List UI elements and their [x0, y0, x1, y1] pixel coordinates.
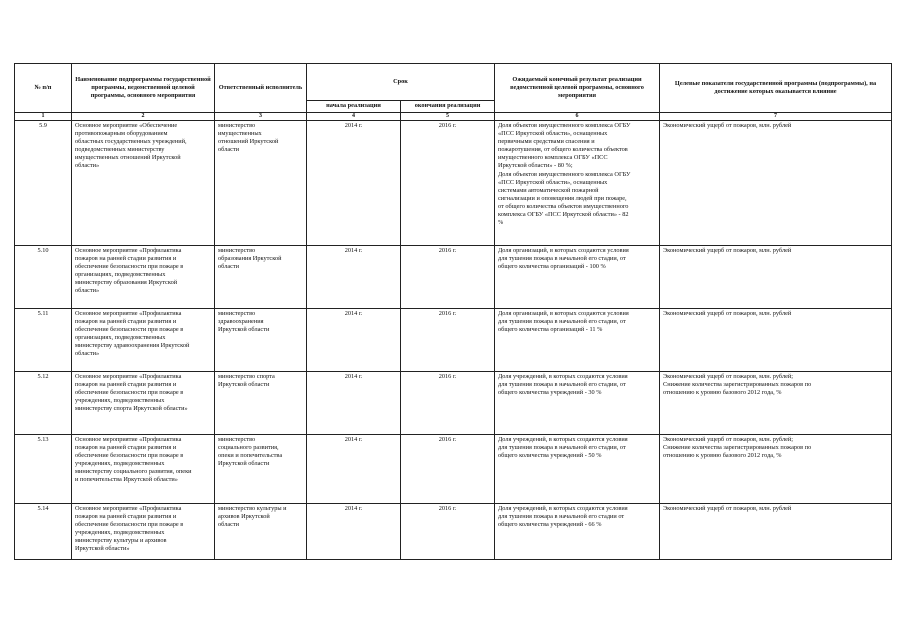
cell-targets [660, 246, 892, 309]
column-number: 7 [660, 113, 892, 121]
cell-name-line: Основное мероприятие «Профилактика [75, 436, 182, 443]
cell-responsible-line: министерство спорта [218, 373, 275, 380]
cell-name-line: министерству культуры и архивов [75, 537, 167, 545]
header-end: окончания реализации [401, 101, 495, 113]
cell-responsible-line: министерство [218, 247, 256, 254]
cell-responsible [215, 309, 307, 372]
cell-result-line: первичными средствами спасения и [498, 138, 595, 146]
cell-name-line: Основное мероприятие «Обеспечение [75, 122, 178, 129]
cell-start: 2014 г. [307, 309, 401, 372]
cell-result-line: Доля организаций, в которых создаются условия [498, 310, 629, 317]
table-row [15, 372, 892, 435]
cell-name-line: областных государственных учреждений, [75, 138, 187, 146]
cell-name-line: Основное мероприятие «Профилактика [75, 373, 182, 380]
column-number-row [15, 113, 892, 121]
cell-result [495, 372, 660, 435]
cell-start: 2014 г. [307, 504, 401, 560]
cell-result-line: общего количества организаций - 11 % [498, 326, 603, 334]
cell-name-line: пожаров на ранней стадии развития и [75, 318, 177, 326]
cell-targets [660, 435, 892, 504]
cell-start: 2014 г. [307, 435, 401, 504]
cell-name-line: области» [75, 162, 100, 170]
cell-number: 5.12 [15, 372, 72, 435]
cell-name-line: обеспечение безопасности при пожаре в [75, 263, 184, 271]
cell-start: 2014 г. [307, 372, 401, 435]
cell-responsible [215, 504, 307, 560]
cell-name-line: пожаров на ранней стадии развития и [75, 255, 177, 263]
cell-name-line: имущественных отношений Иркутской [75, 154, 181, 162]
cell-targets-line: Экономический ущерб от пожаров, млн. рублей; [663, 373, 794, 380]
cell-responsible-line: здравоохранения [218, 318, 264, 326]
cell-end: 2016 г. [401, 121, 495, 246]
cell-number: 5.13 [15, 435, 72, 504]
cell-name-line: области» [75, 287, 100, 295]
column-number: 4 [307, 113, 401, 121]
cell-targets [660, 372, 892, 435]
cell-result-line: Доля объектов имущественного комплекса ОГБУ [498, 122, 631, 129]
cell-result-line: «ПСС Иркутской области», оснащенных [498, 178, 608, 186]
cell-result-line: комплекса ОГБУ «ПСС Иркутской области» - 82 [498, 211, 629, 219]
cell-name-line: организациях, подведомственных [75, 334, 166, 342]
cell-name-line: подведомственных министерству [75, 146, 165, 154]
cell-name [72, 504, 215, 560]
cell-end: 2016 г. [401, 504, 495, 560]
cell-result-line: Иркутской области» - 80 %; [498, 162, 573, 170]
cell-name-line: обеспечение безопасности при пожаре в [75, 326, 184, 334]
cell-responsible-line: Иркутской области [218, 381, 270, 389]
cell-result-line: для тушения пожара в начальной его стадии, от [498, 381, 626, 389]
cell-responsible-line: министерство культуры и [218, 505, 287, 512]
cell-end: 2016 г. [401, 309, 495, 372]
cell-result-line: общего количества учреждений - 30 % [498, 389, 602, 397]
cell-responsible [215, 372, 307, 435]
cell-responsible-line: министерство [218, 436, 256, 443]
cell-responsible-line: Иркутской области [218, 460, 270, 468]
cell-name-line: Основное мероприятие «Профилактика [75, 247, 182, 254]
cell-targets-line: Экономический ущерб от пожаров, млн. рублей [663, 310, 792, 317]
cell-result-line: «ПСС Иркутской области», оснащенных [498, 130, 608, 138]
column-number: 5 [401, 113, 495, 121]
column-number: 2 [72, 113, 215, 121]
column-number: 1 [15, 113, 72, 121]
table-body [15, 121, 892, 560]
cell-name-line: противопожарным оборудованием [75, 130, 168, 138]
cell-result [495, 309, 660, 372]
cell-result-line: общего количества учреждений - 50 % [498, 452, 602, 460]
cell-name-line: Основное мероприятие «Профилактика [75, 505, 182, 512]
cell-responsible-line: Иркутской области [218, 326, 270, 334]
cell-name-line: пожаров на ранней стадии развития и [75, 513, 177, 521]
column-number: 6 [495, 113, 660, 121]
cell-targets-line: Экономический ущерб от пожаров, млн. рублей; [663, 436, 794, 443]
cell-name-line: учреждениях, подведомственных [75, 460, 165, 468]
cell-result-line: Доля учреждений, в которых создаются условия [498, 505, 628, 512]
cell-responsible [215, 435, 307, 504]
cell-result [495, 504, 660, 560]
table-row [15, 309, 892, 372]
cell-result [495, 246, 660, 309]
cell-result-line: для тушения пожара в начальной его стадии, от [498, 255, 626, 263]
cell-targets [660, 121, 892, 246]
program-table [14, 63, 892, 560]
cell-result-line: Доля учреждений, в которых создаются условия [498, 436, 628, 443]
cell-targets-line: Снижение количества зарегистрированных пожаров по [663, 444, 812, 452]
cell-name [72, 435, 215, 504]
cell-responsible-line: области [218, 146, 240, 154]
header-result: Ожидаемый конечный результат реализации ведомственной целевой программы, основного мероприятия [495, 64, 660, 113]
cell-start: 2014 г. [307, 121, 401, 246]
cell-responsible-line: социального развития, [218, 444, 279, 452]
cell-result-line: системами автоматической пожарной [498, 186, 599, 194]
cell-responsible-line: министерство [218, 310, 256, 317]
cell-responsible-line: образования Иркутской [218, 255, 282, 263]
cell-responsible [215, 246, 307, 309]
header-start: начала реализации [307, 101, 401, 113]
cell-name-line: Основное мероприятие «Профилактика [75, 310, 182, 317]
cell-name [72, 246, 215, 309]
cell-name [72, 121, 215, 246]
header-name: Наименование подпрограммы государственной программы, ведомственной целевой программы, основного мероприятия [72, 64, 215, 113]
table-row [15, 435, 892, 504]
cell-name-line: Иркутской области» [75, 545, 130, 553]
cell-result-line: сигнализации и оповещения людей при пожаре, [498, 194, 627, 202]
cell-responsible-line: опеки и попечительства [218, 452, 283, 460]
cell-responsible-line: министерство [218, 122, 256, 129]
cell-targets-line: Экономический ущерб от пожаров, млн. рублей [663, 247, 792, 254]
cell-result-line: Доля организаций, в которых создаются условия [498, 247, 629, 254]
cell-targets [660, 504, 892, 560]
cell-number: 5.11 [15, 309, 72, 372]
cell-result-line: для тушения пожара в начальной его стадии от [498, 513, 625, 521]
cell-name-line: пожаров на ранней стадии развития и [75, 444, 177, 452]
cell-result-line: от общего количества объектов имущественного [498, 202, 629, 210]
cell-targets-line: Экономический ущерб от пожаров, млн. рублей [663, 505, 792, 512]
column-number: 3 [215, 113, 307, 121]
cell-name-line: области» [75, 350, 100, 358]
cell-name-line: министерству здравоохранения Иркутской [75, 342, 190, 350]
table-row [15, 121, 892, 246]
cell-start: 2014 г. [307, 246, 401, 309]
header-number: № п/п [15, 64, 72, 113]
cell-end: 2016 г. [401, 435, 495, 504]
cell-number: 5.9 [15, 121, 72, 246]
header-targets: Целевые показатели государственной программы (подпрограммы), на достижение которых оказывается влияние [660, 64, 892, 113]
cell-responsible-line: архивов Иркутской [218, 513, 270, 521]
cell-result-line: пожаротушения, от общего количества объектов [498, 146, 628, 154]
cell-result-line: имущественного комплекса ОГБУ «ПСС [498, 154, 608, 162]
cell-targets-line: отношению к уровню базового 2012 года, % [663, 389, 782, 397]
cell-end: 2016 г. [401, 246, 495, 309]
cell-result-line: Доля учреждений, в которых создаются условия [498, 373, 628, 380]
cell-result [495, 121, 660, 246]
table-row [15, 504, 892, 560]
cell-name [72, 372, 215, 435]
cell-targets-line: отношению к уровню базового 2012 года, % [663, 452, 782, 460]
cell-name-line: организациях, подведомственных [75, 271, 166, 279]
cell-name-line: обеспечение безопасности при пожаре в [75, 452, 184, 460]
cell-name-line: обеспечение безопасности при пожаре в [75, 389, 184, 397]
cell-number: 5.10 [15, 246, 72, 309]
cell-number: 5.14 [15, 504, 72, 560]
cell-name-line: и попечительства Иркутской области» [75, 476, 178, 484]
cell-result-line: общего количества организаций - 100 % [498, 263, 606, 271]
cell-result [495, 435, 660, 504]
cell-result-line: % [498, 219, 504, 227]
cell-name-line: министерству спорта Иркутской области» [75, 405, 188, 413]
table-row [15, 246, 892, 309]
cell-name-line: министерству образования Иркутской [75, 279, 178, 287]
cell-name [72, 309, 215, 372]
cell-targets-line: Снижение количества зарегистрированных пожаров по [663, 381, 812, 389]
cell-end: 2016 г. [401, 372, 495, 435]
cell-name-line: обеспечение безопасности при пожаре в [75, 521, 184, 529]
header-responsible: Ответственный исполнитель [215, 64, 307, 113]
cell-result-line: общего количества учреждений - 66 % [498, 521, 602, 529]
cell-name-line: министерству социального развития, опеки [75, 468, 192, 476]
cell-responsible-line: отношений Иркутской [218, 138, 279, 146]
cell-responsible-line: области [218, 521, 240, 529]
cell-responsible-line: области [218, 263, 240, 271]
cell-name-line: учреждениях, подведомственных [75, 529, 165, 537]
cell-name-line: пожаров на ранней стадии развития и [75, 381, 177, 389]
header-term: Срок [307, 64, 495, 101]
cell-name-line: учреждениях, подведомственных [75, 397, 165, 405]
cell-result-line: для тушения пожара в начальной его стадии, от [498, 444, 626, 452]
cell-targets-line: Экономический ущерб от пожаров, млн. рублей [663, 122, 792, 129]
cell-result-line: Доля объектов имущественного комплекса ОГБУ [498, 170, 631, 178]
cell-targets [660, 309, 892, 372]
cell-responsible [215, 121, 307, 246]
cell-responsible-line: имущественных [218, 130, 262, 138]
cell-result-line: для тушения пожара в начальной его стадии, от [498, 318, 626, 326]
